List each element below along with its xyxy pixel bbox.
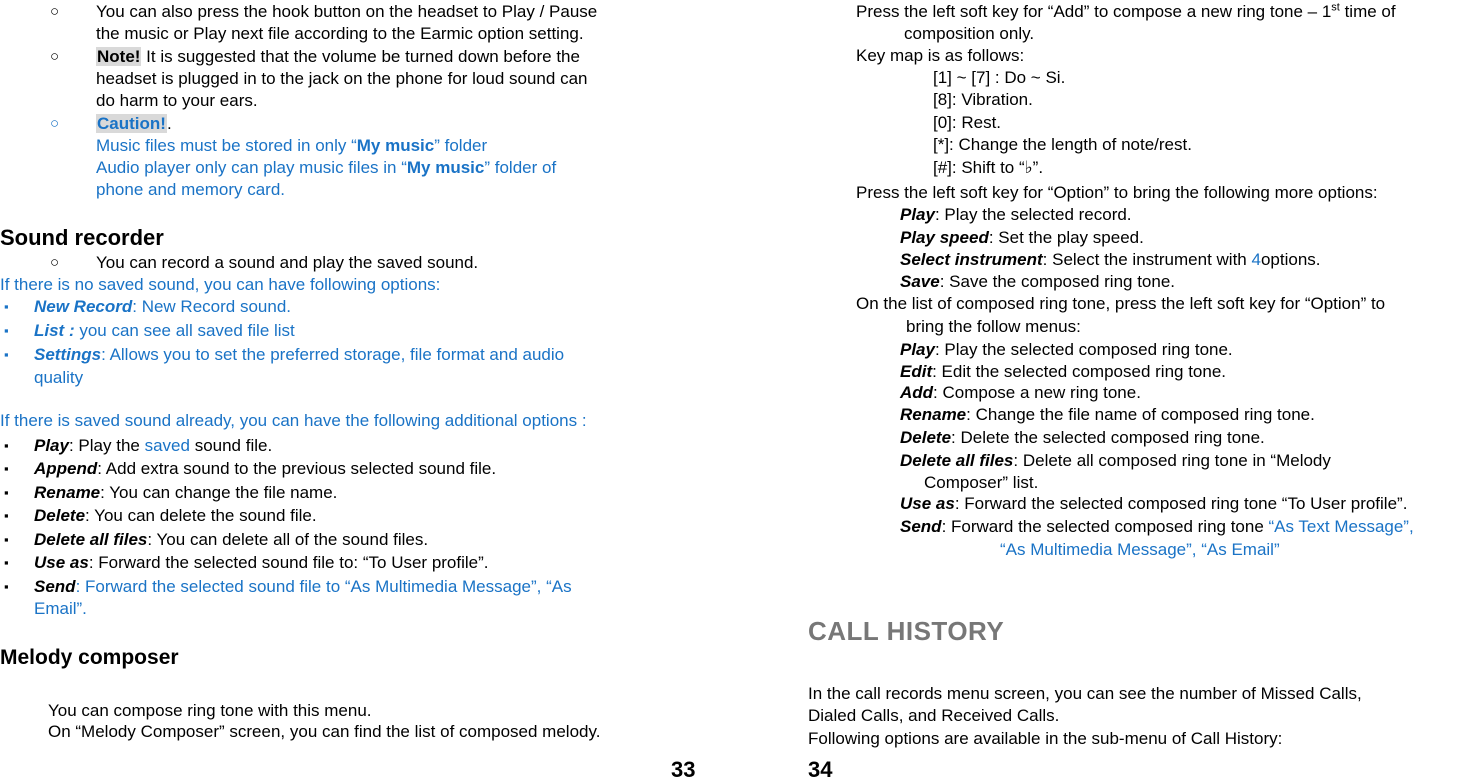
page-number: 33 [671, 757, 696, 782]
paragraph-line: In the call records menu screen, you can see the number of Missed Calls, [808, 684, 1362, 703]
option-line: Use as: Forward the selected sound file to: “To User profile”. [34, 553, 489, 572]
caution-line: phone and memory card. [96, 180, 285, 199]
option-line: Play: Play the saved sound file. [34, 436, 273, 455]
bullet-square: ▪ [4, 438, 9, 453]
note-line: do harm to your ears. [96, 91, 258, 110]
paragraph-line: composition only. [904, 24, 1035, 43]
note-label: Note! [97, 47, 141, 66]
section-heading-melody-composer: Melody composer [0, 646, 179, 669]
option-line: Delete all files: You can delete all of the sound files. [34, 530, 429, 549]
keymap-line: [0]: Rest. [933, 113, 1002, 132]
option-line: Settings: Allows you to set the preferred storage, file format and audio [34, 345, 565, 364]
bullet-square: ▪ [4, 485, 9, 500]
paragraph-line: You can compose ring tone with this menu. [48, 701, 372, 720]
paragraph-line: bring the follow menus: [906, 317, 1081, 336]
option-line: Append: Add extra sound to the previous selected sound file. [34, 459, 497, 478]
paragraph-line: Following options are available in the sub-menu of Call History: [808, 729, 1283, 748]
bullet-square: ▪ [4, 461, 9, 476]
option-line: List : you can see all saved file list [34, 321, 295, 340]
bullet-square: ▪ [4, 323, 9, 338]
paragraph-line: You can record a sound and play the saved sound. [96, 253, 479, 272]
page-number: 34 [808, 757, 833, 782]
section-heading-call-history: CALL HISTORY [808, 616, 1005, 646]
option-line: Delete: You can delete the sound file. [34, 506, 317, 525]
option-line: Play: Play the selected composed ring tone. [900, 340, 1233, 359]
paragraph-line: Dialed Calls, and Received Calls. [808, 706, 1060, 725]
bullet-square: ▪ [4, 555, 9, 570]
bullet-circle: ○ [50, 115, 60, 132]
paragraph-line: Press the left soft key for “Add” to compose a new ring tone – 1st time of [856, 1, 1396, 21]
option-line: Rename: Change the file name of composed ring tone. [900, 405, 1315, 424]
bullet-square: ▪ [4, 299, 9, 314]
paragraph-line: If there is no saved sound, you can have following options: [0, 275, 441, 294]
caution-line: Caution!. [97, 114, 172, 133]
bullet-circle: ○ [50, 48, 60, 65]
bullet-circle: ○ [50, 254, 60, 271]
option-line: Add: Compose a new ring tone. [900, 383, 1141, 402]
keymap-line: [8]: Vibration. [933, 90, 1033, 109]
paragraph-line: You can also press the hook button on the headset to Play / Pause [96, 2, 598, 21]
option-line: Send: Forward the selected composed ring tone “As Text Message”, [900, 517, 1414, 536]
option-line: New Record: New Record sound. [34, 297, 291, 316]
option-line: Rename: You can change the file name. [34, 483, 338, 502]
bullet-square: ▪ [4, 579, 9, 594]
note-line: headset is plugged in to the jack on the phone for loud sound can [96, 69, 588, 88]
paragraph-line: On “Melody Composer” screen, you can find the list of composed melody. [48, 722, 601, 741]
paragraph-line: If there is saved sound already, you can have the following additional options : [0, 411, 587, 430]
option-line: Select instrument: Select the instrument with 4options. [900, 250, 1321, 269]
note-line: Note! It is suggested that the volume be turned down before the [97, 47, 580, 66]
bullet-square: ▪ [4, 532, 9, 547]
option-line: Composer” list. [924, 473, 1039, 492]
option-line: Use as: Forward the selected composed ring tone “To User profile”. [900, 494, 1408, 513]
keymap-line: [*]: Change the length of note/rest. [933, 135, 1192, 154]
paragraph-line: Key map is as follows: [856, 46, 1025, 65]
paragraph-line: On the list of composed ring tone, press the left soft key for “Option” to [856, 294, 1386, 313]
caution-line: Music files must be stored in only “My music” folder [96, 136, 488, 155]
bullet-square: ▪ [4, 508, 9, 523]
option-line: Delete: Delete the selected composed ring tone. [900, 428, 1265, 447]
paragraph-line: the music or Play next file according to the Earmic option setting. [96, 24, 584, 43]
paragraph-line: Press the left soft key for “Option” to bring the following more options: [856, 183, 1378, 202]
caution-label: Caution! [97, 114, 166, 133]
option-line: Edit: Edit the selected composed ring tone. [900, 362, 1227, 381]
bullet-circle: ○ [50, 3, 60, 20]
bullet-square: ▪ [4, 347, 9, 362]
option-line: Save: Save the composed ring tone. [900, 272, 1176, 291]
section-heading-sound-recorder: Sound recorder [0, 225, 164, 250]
option-line: Play speed: Set the play speed. [900, 228, 1144, 247]
keymap-line: [#]: Shift to “♭”. [933, 158, 1044, 177]
option-line: “As Multimedia Message”, “As Email” [1000, 540, 1280, 559]
caution-line: Audio player only can play music files in “My music” folder of [96, 158, 557, 177]
option-line: Send: Forward the selected sound file to “As Multimedia Message”, “As [34, 577, 572, 596]
option-line: Play: Play the selected record. [900, 205, 1132, 224]
keymap-line: [1] ~ [7] : Do ~ Si. [933, 68, 1066, 87]
option-line: Delete all files: Delete all composed ring tone in “Melody [900, 451, 1331, 470]
option-line: quality [34, 368, 84, 387]
option-line: Email”. [34, 599, 87, 618]
